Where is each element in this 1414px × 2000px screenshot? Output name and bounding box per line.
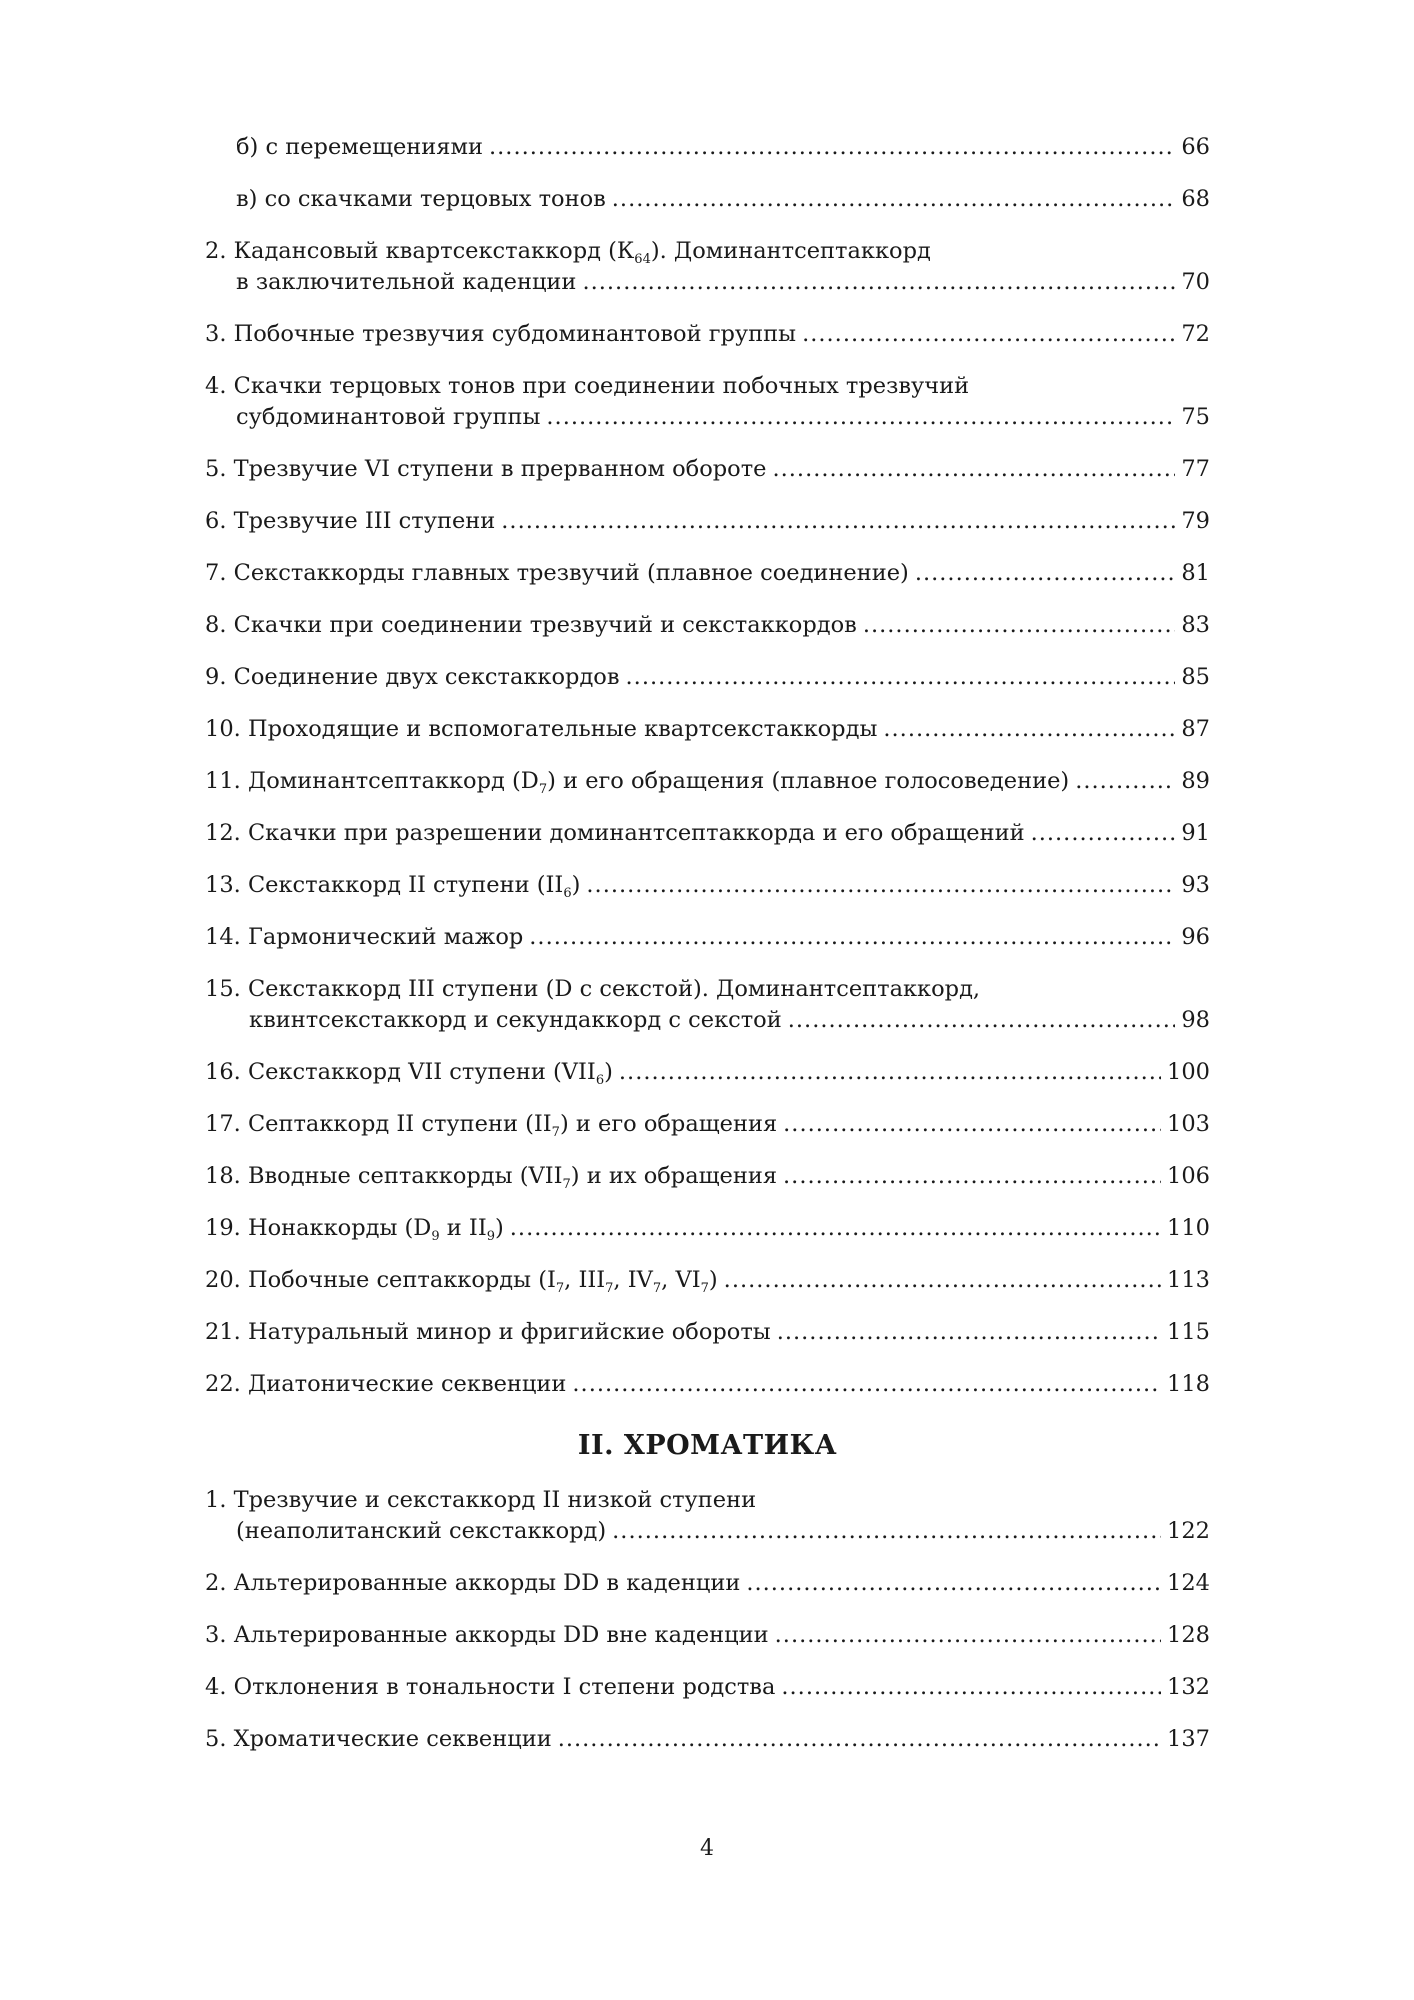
toc-entry-title: Доминантсептаккорд $(D_7)$ и его обращения (плавное голосоведение): [247, 768, 1070, 797]
toc-entry-number: 19.: [205, 1215, 241, 1241]
toc-entry-page: 115: [1167, 1319, 1210, 1345]
toc-entry-number: 1.: [205, 1487, 227, 1513]
toc-entry-18: [205, 1161, 1210, 1192]
toc-entry-title: Секстаккорд III ступени (D с секстой). Доминантсептаккорд,: [247, 976, 981, 1002]
toc-entry-title: Трезвучие и секстаккорд II низкой ступени: [233, 1487, 757, 1513]
toc-entry-ii-5: [205, 1724, 1210, 1755]
toc-entry-page: 137: [1167, 1726, 1210, 1752]
toc-entry-2: [205, 236, 1210, 298]
toc-entry-title: Кадансовый квартсекстаккорд $(К_{64})$. Доминантсептаккорд: [233, 238, 931, 267]
toc-entry-title: Септаккорд II ступени $(II_7)$ и его обращения: [247, 1111, 778, 1140]
toc-entry-title: Диатонические секвенции: [247, 1371, 567, 1397]
toc-entry-10: [205, 714, 1210, 745]
toc-entry-21: [205, 1317, 1210, 1348]
toc-entry-number: 18.: [205, 1163, 241, 1189]
toc-entry-12: [205, 818, 1210, 849]
toc-entry-title: Натуральный минор и фригийские обороты: [247, 1319, 771, 1345]
toc-entry-title: Хроматические секвенции: [233, 1726, 552, 1752]
toc-entry-page: 113: [1167, 1267, 1210, 1293]
toc-entry-page: 68: [1181, 186, 1210, 212]
toc-entry-number: 10.: [205, 716, 241, 742]
toc-entry-page: 110: [1167, 1215, 1210, 1241]
toc-entry-number: 4.: [205, 373, 227, 399]
toc-entry-page: 132: [1167, 1674, 1210, 1700]
toc-entry-title: Трезвучие III ступени: [233, 508, 496, 534]
toc-entry-title: Скачки при соединении трезвучий и секстаккордов: [233, 612, 857, 638]
toc-entry-title: Побочные трезвучия субдоминантовой группы: [233, 321, 797, 347]
toc-entry-title: Альтерированные аккорды DD вне каденции: [233, 1622, 769, 1648]
toc-entry-ii-3: [205, 1620, 1210, 1651]
toc-entry-title: Секстаккорд II ступени $(II_6)$: [247, 872, 581, 901]
toc-entry-title: Альтерированные аккорды DD в каденции: [233, 1570, 741, 1596]
section-heading-chromatics: II. ХРОМАТИКА: [577, 1430, 838, 1461]
toc-entry-ii-4: [205, 1672, 1210, 1703]
toc-entry-title: Побочные септаккорды ($I_7$, $III_7$, $IV_7$, $VI_7$): [247, 1267, 718, 1296]
toc-entry-page: 70: [1181, 269, 1210, 295]
toc-entry-title-cont: в заключительной каденции: [236, 269, 577, 295]
toc-entry-title-cont: субдоминантовой группы: [236, 404, 541, 430]
toc-entry-page: 93: [1181, 872, 1210, 898]
toc-entry-13: [205, 870, 1210, 901]
toc-entry-1v: [205, 184, 1210, 215]
toc-entry-title: Вводные септаккорды $(VII_7)$ и их обращения: [247, 1163, 778, 1192]
toc-entry-6: [205, 506, 1210, 537]
toc-entry-page: 124: [1167, 1570, 1210, 1596]
toc-entry-ii-2: [205, 1568, 1210, 1599]
toc-entry-9: [205, 662, 1210, 693]
toc-entry-title: б) с перемещениями: [236, 134, 483, 160]
toc-entry-page: 91: [1181, 820, 1210, 846]
toc-entry-number: 6.: [205, 508, 227, 534]
toc-entry-7: [205, 558, 1210, 589]
toc-entry-number: 14.: [205, 924, 241, 950]
toc-entry-5: [205, 454, 1210, 485]
toc-entry-number: 5.: [205, 1726, 227, 1752]
toc-entry-title: Скачки терцовых тонов при соединении побочных трезвучий: [233, 373, 970, 399]
toc-entry-ii-1: [205, 1485, 1210, 1547]
toc-entry-8: [205, 610, 1210, 641]
toc-entry-16: [205, 1057, 1210, 1088]
toc-entry-number: 2.: [205, 1570, 227, 1596]
toc-entry-number: 21.: [205, 1319, 241, 1345]
toc-entry-page: 87: [1181, 716, 1210, 742]
toc-entry-number: 13.: [205, 872, 241, 898]
toc-entry-number: 11.: [205, 768, 241, 794]
toc-entry-page: 81: [1181, 560, 1210, 586]
toc-entry-number: 15.: [205, 976, 241, 1002]
toc-entry-title: Секстаккорд VII ступени $(VII_6)$: [247, 1059, 613, 1088]
toc-entry-page: 79: [1181, 508, 1210, 534]
toc-entry-number: 5.: [205, 456, 227, 482]
toc-entry-page: 103: [1167, 1111, 1210, 1137]
toc-entry-page: 122: [1167, 1518, 1210, 1544]
toc-entry-page: 66: [1181, 134, 1210, 160]
toc-entry-number: 3.: [205, 1622, 227, 1648]
toc-entry-title: Трезвучие VI ступени в прерванном обороте: [233, 456, 767, 482]
toc-entry-page: 75: [1181, 404, 1210, 430]
toc-entry-title: Секстаккорды главных трезвучий (плавное соединение): [233, 560, 909, 586]
toc-entry-page: 118: [1167, 1371, 1210, 1397]
toc-entry-page: 98: [1181, 1007, 1210, 1033]
toc-entry-page: 85: [1181, 664, 1210, 690]
toc-entry-title: Гармонический мажор: [247, 924, 524, 950]
toc-entry-number: 12.: [205, 820, 241, 846]
toc-entry-number: 22.: [205, 1371, 241, 1397]
toc-entry-number: 8.: [205, 612, 227, 638]
toc-entry-page: 96: [1181, 924, 1210, 950]
toc-entry-title: Отклонения в тональности I степени родства: [233, 1674, 776, 1700]
toc-entry-19: [205, 1213, 1210, 1244]
toc-entry-title: Проходящие и вспомогательные квартсекстаккорды: [247, 716, 878, 742]
toc-entry-3: [205, 319, 1210, 350]
toc-entry-1b: [205, 132, 1210, 163]
toc-entry-number: 16.: [205, 1059, 241, 1085]
toc-entry-22: [205, 1369, 1210, 1400]
toc-entry-title: в) со скачками терцовых тонов: [236, 186, 606, 212]
toc-entry-4: [205, 371, 1210, 433]
toc-entry-page: 77: [1181, 456, 1210, 482]
toc-entry-number: 2.: [205, 238, 227, 264]
toc-entry-title-cont: (неаполитанский секстаккорд): [236, 1518, 607, 1544]
toc-entry-page: 89: [1181, 768, 1210, 794]
toc-entry-17: [205, 1109, 1210, 1140]
toc-entry-title: Нонаккорды ($D_9$ и $II_9$): [247, 1215, 504, 1244]
toc-entry-15: [205, 974, 1210, 1036]
toc-entry-11: [205, 766, 1210, 797]
toc-entry-title: Скачки при разрешении доминантсептаккорда и его обращений: [247, 820, 1025, 846]
toc-entry-number: 20.: [205, 1267, 241, 1293]
page-number: 4: [700, 1836, 714, 1861]
toc-entry-number: 4.: [205, 1674, 227, 1700]
toc-entry-title-cont: квинтсекстаккорд и секундаккорд с секстой: [249, 1007, 782, 1033]
toc-entry-number: 9.: [205, 664, 227, 690]
toc-entry-page: 106: [1167, 1163, 1210, 1189]
toc-entry-page: 83: [1181, 612, 1210, 638]
toc-entry-14: [205, 922, 1210, 953]
toc-entry-page: 128: [1167, 1622, 1210, 1648]
toc-entry-number: 3.: [205, 321, 227, 347]
toc-entry-number: 17.: [205, 1111, 241, 1137]
toc-entry-page: 100: [1167, 1059, 1210, 1085]
table-of-contents: [205, 132, 1210, 1755]
toc-entry-number: 7.: [205, 560, 227, 586]
toc-entry-page: 72: [1181, 321, 1210, 347]
toc-entry-20: [205, 1265, 1210, 1296]
toc-entry-title: Соединение двух секстаккордов: [233, 664, 620, 690]
